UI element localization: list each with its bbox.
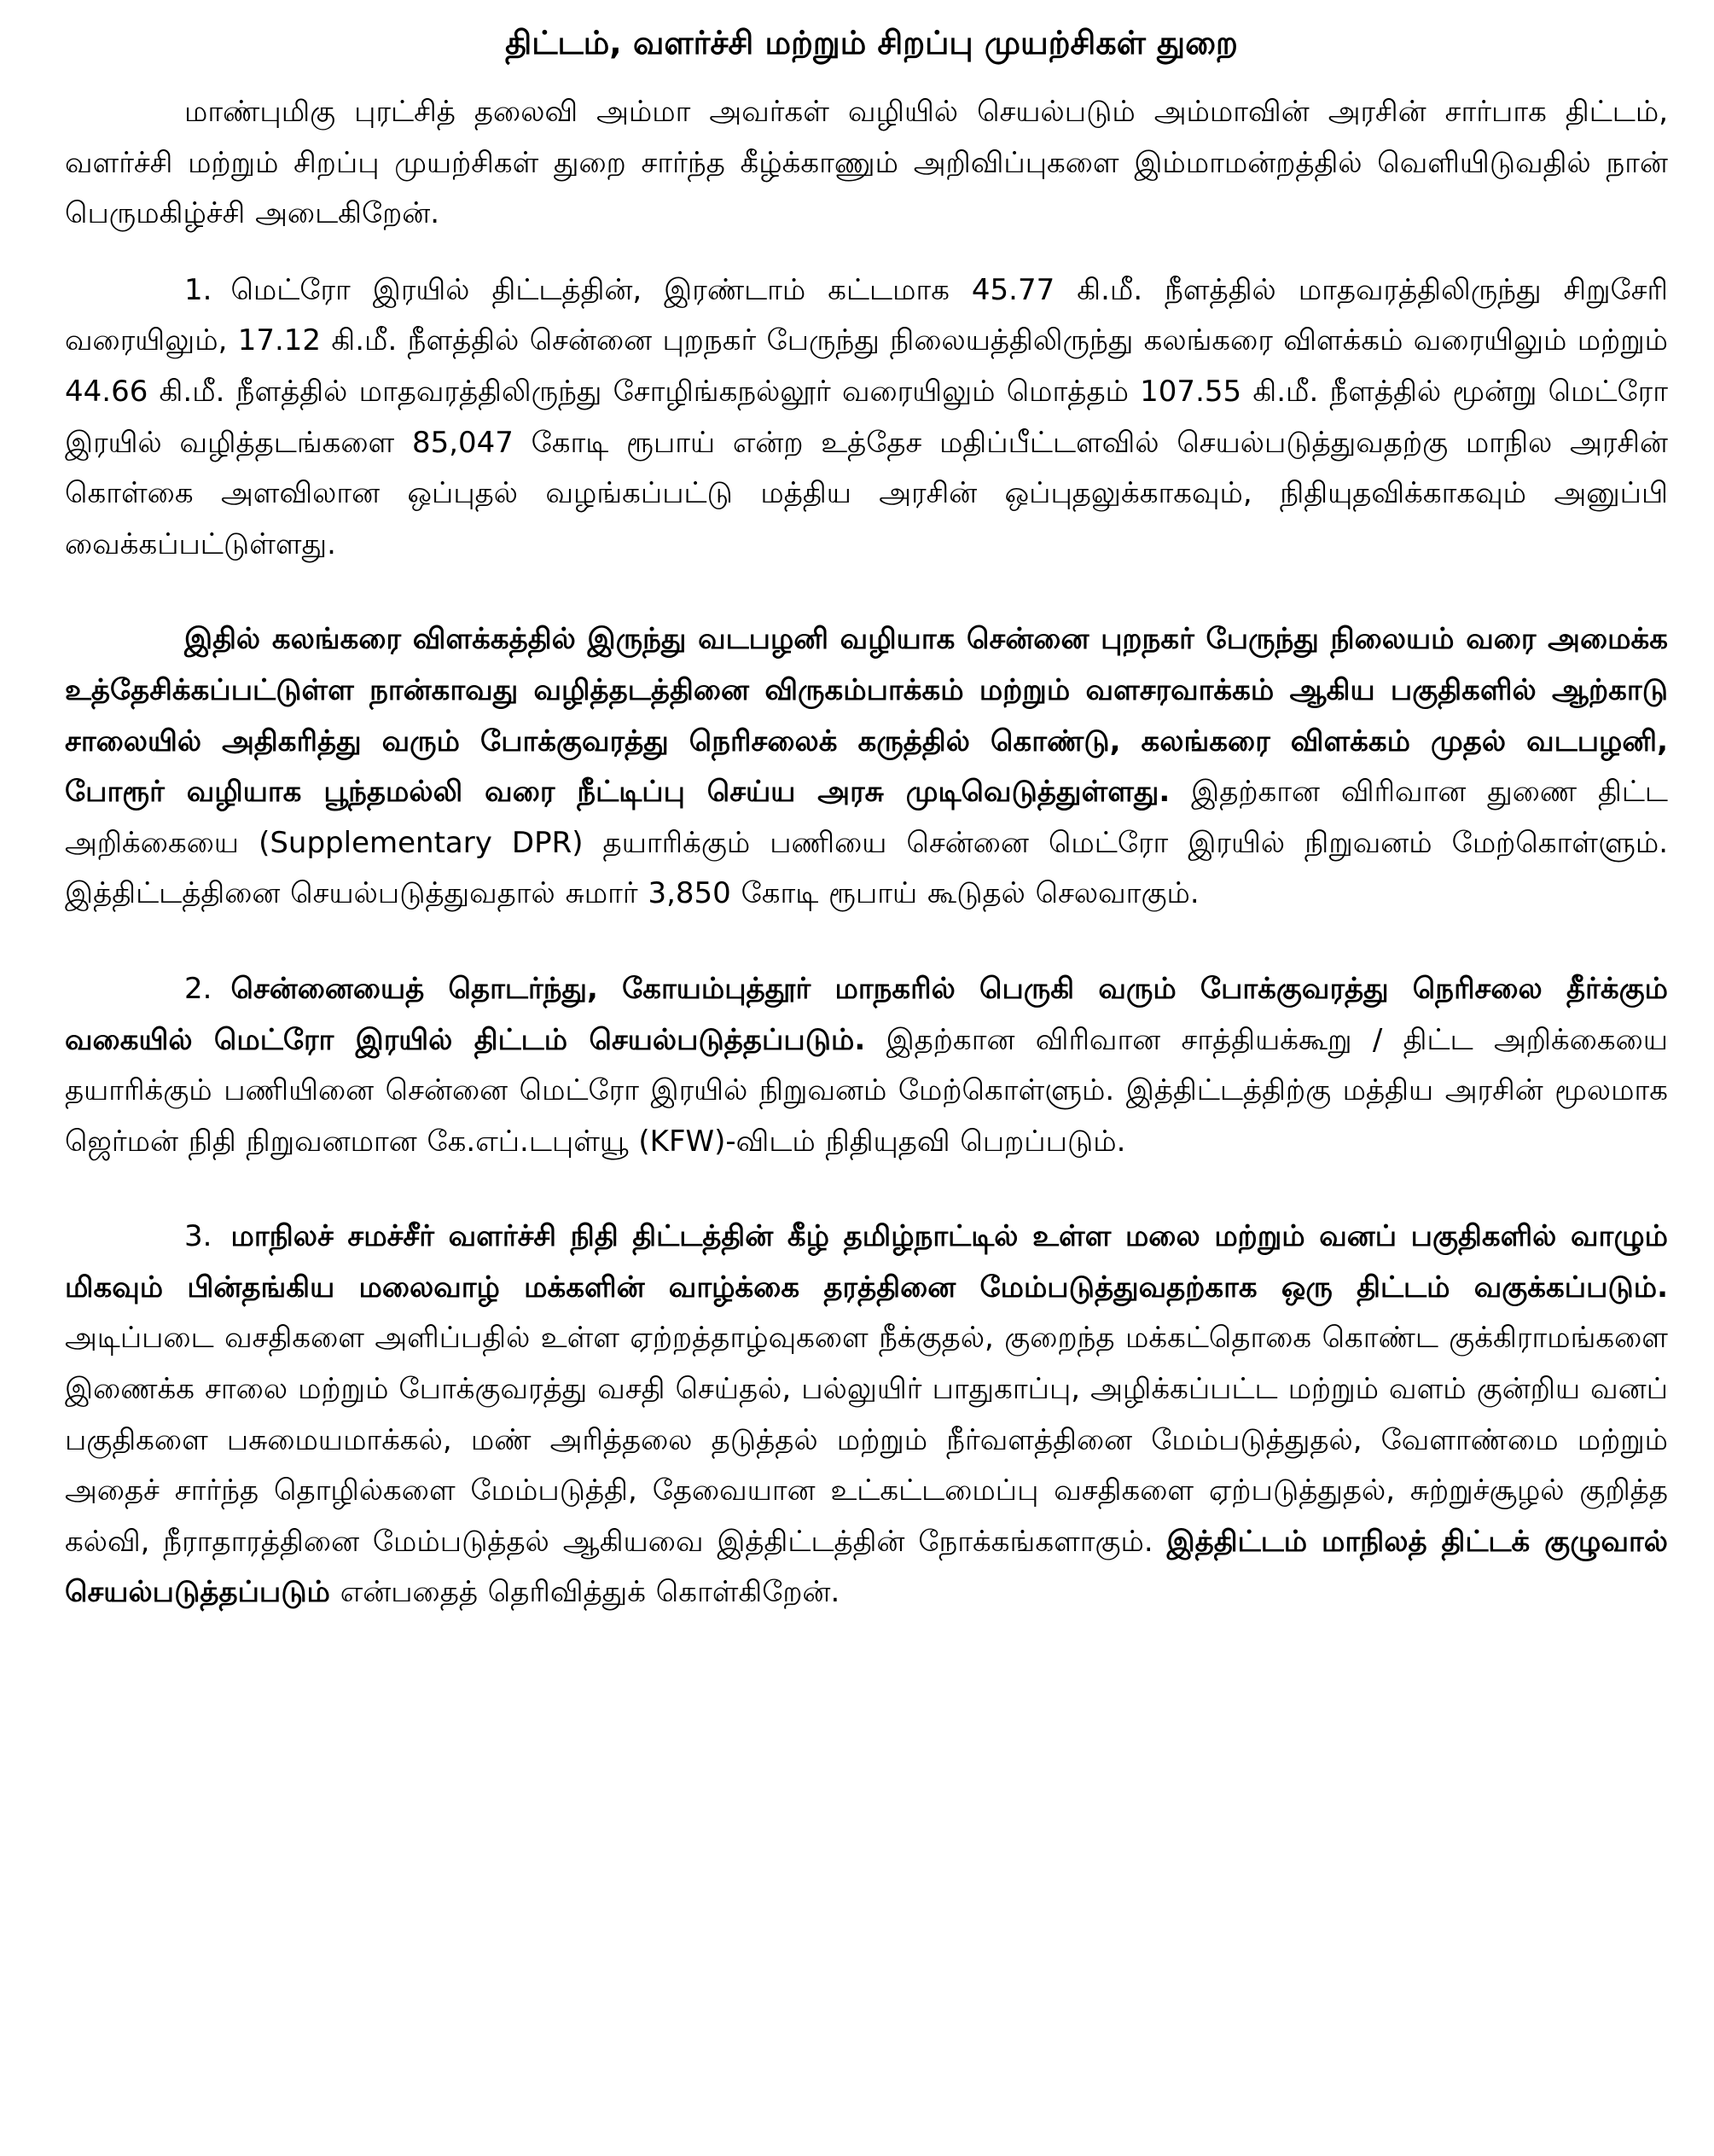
item-3-bold-text-2: இத்திட்டம் மாநிலத் திட்டக் குழுவால் செயல்படுத்தப்படும் [65,1524,1668,1610]
item-1-text: மெட்ரோ இரயில் திட்டத்தின், இரண்டாம் கட்டமாக 45.77 கி.மீ. நீளத்தில் மாதவரத்திலிருந்து சிறுசேரி வரையிலும், 17.12 கி.மீ. நீளத்தில் சென்னை புறநகர் பேருந்து நிலையத்திலிருந்து கலங்கரை விளக்கம் வரையிலும் மற்றும் 44.66 கி.மீ. நீளத்தில் மாதவரத்திலிருந்து சோழிங்கநல்லூர் வரையிலும் மொத்தம் 107.55 கி.மீ. நீளத்தில் மூன்று மெட்ரோ இரயில் வழித்தடங்களை 85,047 கோடி ரூபாய் என்ற உத்தேச மதிப்பீட்டளவில் செயல்படுத்துவதற்கு மாநில அரசின் கொள்கை அளவிலான ஒப்புதல் வழங்கப்பட்டு மத்திய அரசின் ஒப்புதலுக்காகவும், நிதியுதவிக்காகவும் அனுப்பி வைக்கப்பட்டுள்ளது. [65,272,1668,561]
item-2-number: 2. [184,971,212,1006]
intro-paragraph: மாண்புமிகு புரட்சித் தலைவி அம்மா அவர்கள் வழியில் செயல்படும் அம்மாவின் அரசின் சார்பாக திட்டம், வளர்ச்சி மற்றும் சிறப்பு முயற்சிகள் துறை சார்ந்த கீழ்க்காணும் அறிவிப்புகளை இம்மாமன்றத்தில் வெளியிடுவதில் நான் பெருமகிழ்ச்சி அடைகிறேன். [65,95,1668,231]
item-1b-paragraph [65,614,1668,920]
item-3-bold-text: மாநிலச் சமச்சீர் வளர்ச்சி நிதி திட்டத்தின் கீழ் தமிழ்நாட்டில் உள்ள மலை மற்றும் வனப் பகுதிகளில் வாழும் மிகவும் பின்தங்கிய மலைவாழ் மக்களின் வாழ்க்கை தரத்தினை மேம்படுத்துவதற்காக ஒரு திட்டம் வகுக்கப்படும். [65,1219,1668,1305]
item-3-text: அடிப்படை வசதிகளை அளிப்பதில் உள்ள ஏற்றத்தாழ்வுகளை நீக்குதல், குறைந்த மக்கட்தொகை கொண்ட குக்கிராமங்களை இணைக்க சாலை மற்றும் போக்குவரத்து வசதி செய்தல், பல்லுயிர் பாதுகாப்பு, அழிக்கப்பட்ட மற்றும் வளம் குன்றிய வனப் பகுதிகளை பசுமையமாக்கல், மண் அரித்தலை தடுத்தல் மற்றும் நீர்வளத்தினை மேம்படுத்துதல், வேளாண்மை மற்றும் அதைச் சார்ந்த தொழில்களை மேம்படுத்தி, தேவையான உட்கட்டமைப்பு வசதிகளை ஏற்படுத்துதல், சுற்றுச்சூழல் குறித்த கல்வி, நீராதாரத்தினை மேம்படுத்தல் ஆகியவை இத்திட்டத்தின் நோக்கங்களாகும். [65,1321,1668,1559]
item-3-paragraph [65,1212,1668,1618]
item-2-text: இதற்கான விரிவான சாத்தியக்கூறு / திட்ட அறிக்கையை தயாரிக்கும் பணியினை சென்னை மெட்ரோ இரயில் நிறுவனம் மேற்கொள்ளும். இத்திட்டத்திற்கு மத்திய அரசின் மூலமாக ஜெர்மன் நிதி நிறுவனமான கே.எப்.டபுள்யூ (KFW)-விடம் நிதியுதவி பெறப்படும். [65,1022,1668,1159]
item-2-bold-text: சென்னையைத் தொடர்ந்து, கோயம்புத்தூர் மாநகரில் பெருகி வரும் போக்குவரத்து நெரிசலை தீர்க்கும் வகையில் மெட்ரோ இரயில் திட்டம் செயல்படுத்தப்படும். [65,971,1668,1057]
page-title: திட்டம், வளர்ச்சி மற்றும் சிறப்பு முயற்சிகள் துறை [505,24,1238,61]
item-3-number: 3. [184,1219,212,1254]
item-2-paragraph [65,964,1668,1167]
item-3-text-2: என்பதைத் தெரிவித்துக் கொள்கிறேன். [329,1575,840,1610]
item-1-paragraph [65,265,1668,571]
item-1b-text: இதற்கான விரிவான துணை திட்ட அறிக்கையை (Supplementary DPR) தயாரிக்கும் பணியை சென்னை மெட்ரோ இரயில் நிறுவனம் மேற்கொள்ளும். இத்திட்டத்தினை செயல்படுத்துவதால் சுமார் 3,850 கோடி ரூபாய் கூடுதல் செலவாகும். [65,775,1668,911]
item-1-number: 1. [184,272,212,307]
item-1b-bold-text: இதில் கலங்கரை விளக்கத்தில் இருந்து வடபழனி வழியாக சென்னை புறநகர் பேருந்து நிலையம் வரை அமைக்க உத்தேசிக்கப்பட்டுள்ள நான்காவது வழித்தடத்தினை விருகம்பாக்கம் மற்றும் வளசரவாக்கம் ஆகிய பகுதிகளில் ஆற்காடு சாலையில் அதிகரித்து வரும் போக்குவரத்து நெரிசலைக் கருத்தில் கொண்டு, கலங்கரை விளக்கம் முதல் வடபழனி, போரூர் வழியாக பூந்தமல்லி வரை நீட்டிப்பு செய்ய அரசு முடிவெடுத்துள்ளது. [65,622,1668,810]
